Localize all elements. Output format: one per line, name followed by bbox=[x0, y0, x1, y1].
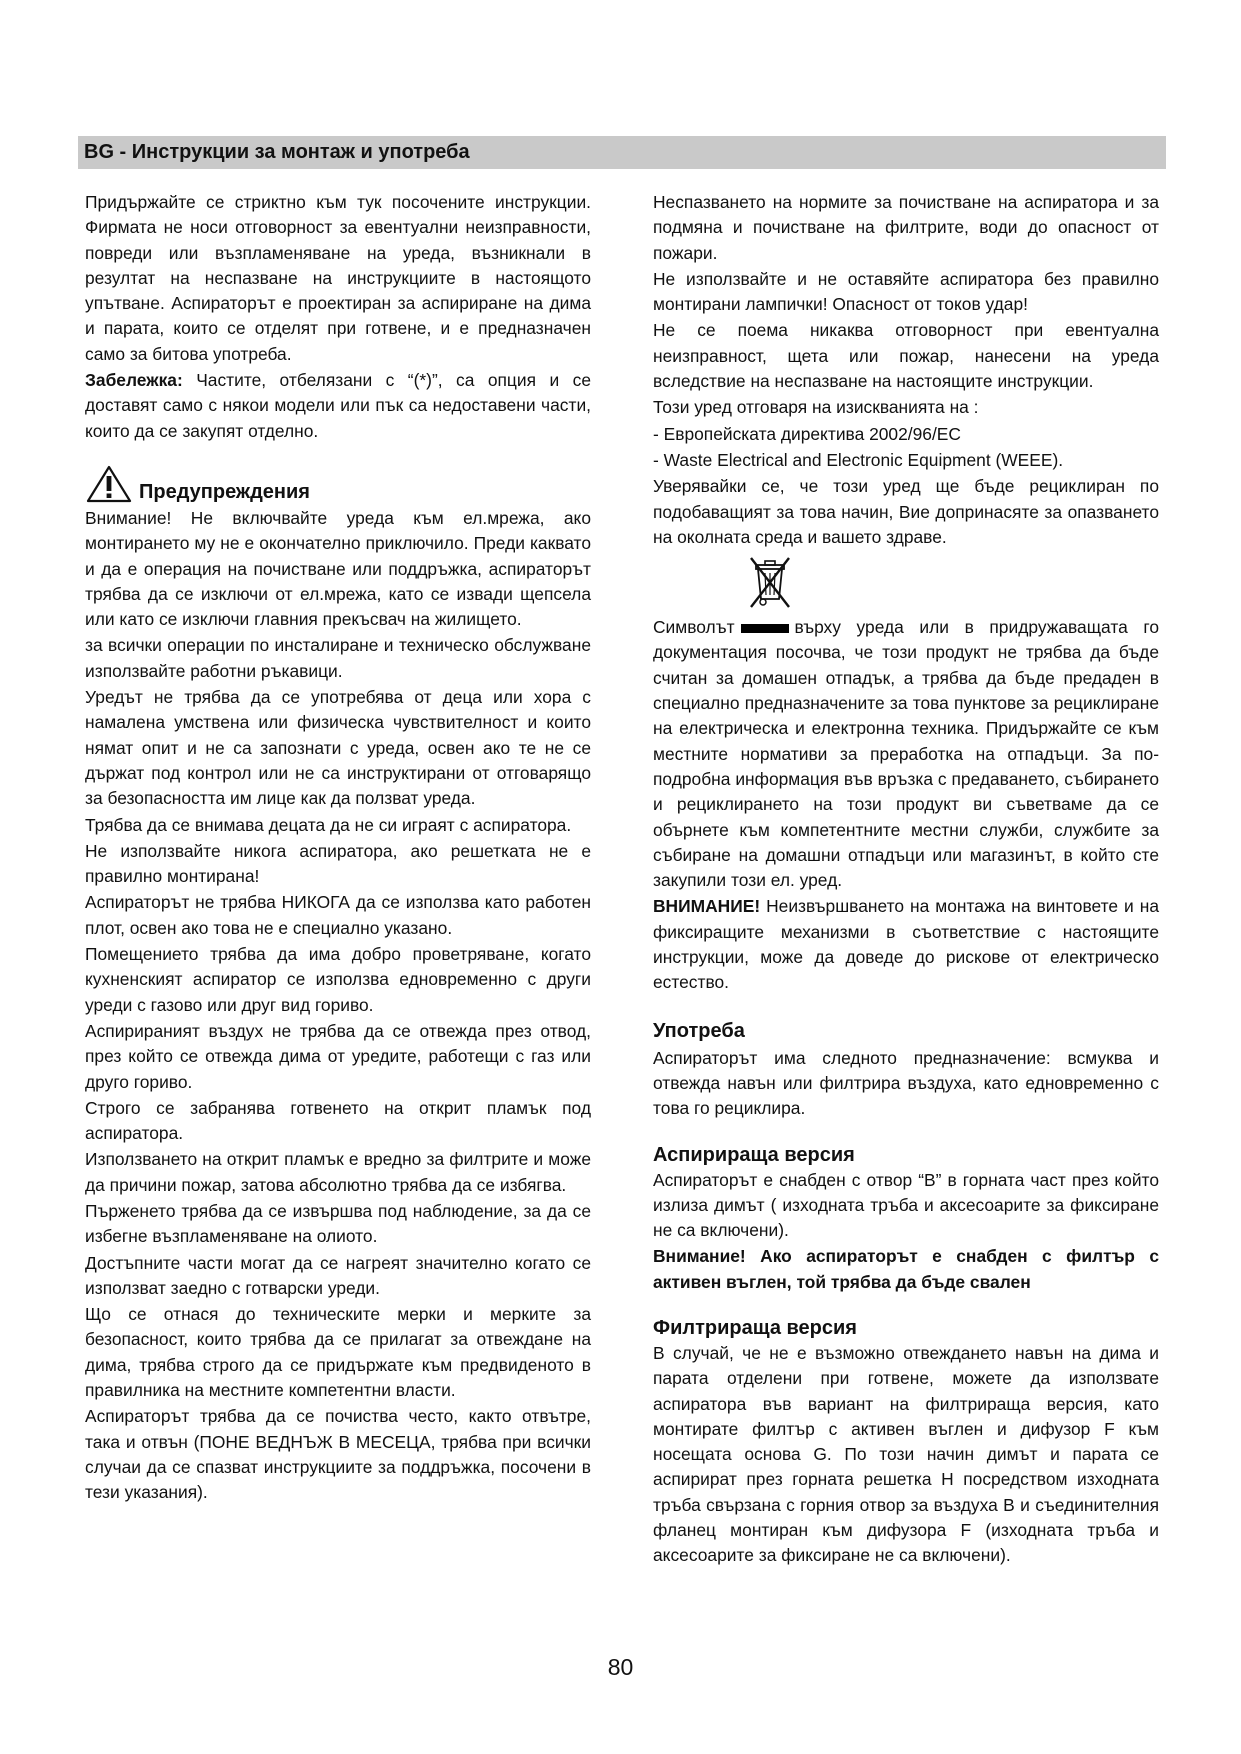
page-number: 80 bbox=[607, 1654, 634, 1680]
warnings-heading bbox=[85, 464, 591, 504]
warning-item: Не използвайте никога аспиратора, ако решетката не е правилно монтирана! bbox=[85, 840, 591, 887]
aspiration-text: Аспираторът е снабден с отвор “B” в горната част през който излиза димът ( изходната тръба и аксесоарите за фиксиране не са включени). bbox=[653, 1169, 1159, 1241]
warning-item: Пърженето трябва да се извършва под наблюдение, за да се избегне възпламеняване на олиото. bbox=[85, 1200, 591, 1247]
right-paragraph: Неспазването на нормите за почистване на аспиратора и за подмяна и почистване на филтрите, води до опасност от пожари. bbox=[653, 192, 1159, 263]
note-text: Частите, отбелязани с “(*)”, са опция и се доставят само с някои модели или пък са недоставени части, които да се закупят отделно. bbox=[85, 370, 591, 441]
attention-label: ВНИМАНИЕ! bbox=[653, 896, 761, 917]
warning-item: Аспираторът трябва да се почиства често, както отвътре, така и отвън (ПОНЕ ВЕДНЪЖ В МЕСЕЦА, трябва при всички случаи да се спазват инструкциите за поддръжка, посочени в тези указания). bbox=[85, 1406, 591, 1503]
filter-title: Филтрираща версия bbox=[653, 1316, 857, 1339]
aspiration-title: Аспирираща версия bbox=[653, 1143, 855, 1166]
right-column bbox=[653, 190, 1159, 1570]
warning-item: Внимание! Не включвайте уреда към ел.мрежа, ако монтирането му не е окончателно приключило. Преди каквато и да е операция на почистване или поддръжка, аспираторът трябва да се изключи от ел.мрежа, като се извади щепсела или като се изключи главния прекъсвач на жилището. bbox=[85, 507, 591, 630]
warning-item: Аспирираният въздух не трябва да се отвежда през отвод, през който се отвежда дима от уредите, работещи с газ или друго гориво. bbox=[85, 1020, 591, 1092]
warning-item: за всички операции по инсталиране и техническо обслужване използвайте работни ръкавици. bbox=[85, 635, 591, 681]
section-header: BG - Инструкции за монтаж и употреба bbox=[78, 136, 1166, 169]
attention-paragraph bbox=[653, 894, 1159, 995]
warning-triangle-icon bbox=[85, 464, 133, 504]
usage-text: Аспираторът има следното предназначение: всмуква и отвежда навън или филтрира въздуха, като едновременно с това го рециклира. bbox=[653, 1047, 1159, 1119]
right-paragraph: Не използвайте и не оставяйте аспиратора без правилно монтирани лампички! Опасност от токов удар! bbox=[653, 268, 1159, 315]
intro-paragraph: Придържайте се стриктно към тук посочените инструкции. Фирмата не носи отговорност за евентуални неизправности, повреди или възпламеняване на уреда, възникнали в резултат на неспазване на инструкциите в настоящото упътване. Аспираторът е проектиран за аспириране на дима и парата, които се отделят при готвене, и е предназначен само за битова употреба. bbox=[85, 192, 591, 364]
warning-item: Трябва да се внимава децата да не си играят с аспиратора. bbox=[85, 814, 572, 835]
warning-item: Помещението трябва да има добро проветряване, когато кухненският аспиратор се използва едновременно с други уреди с газово или друг вид гориво. bbox=[85, 944, 591, 1015]
symbol-after: върху уреда или в придружаващата го документация посочва, че този продукт не трябва да бъде считан за домашен отпадък, а трябва да бъде предаден в специално предназначените за това пунктове за рециклиране на електрическа и електронна техника. Придържайте се към местните нормативи за преработка на отпадъци. За по-подробна информация във връзка с предаването, събирането и рециклирането на този продукт ви съветваме да се обърнете към компетентните местни служби, службите за събиране на домашни отпадъци или магазинът, в който сте закупили този ел. уред. bbox=[653, 617, 1159, 891]
crossed-bin-icon bbox=[748, 555, 792, 611]
black-bar-icon bbox=[741, 624, 789, 633]
right-paragraph: - Waste Electrical and Electronic Equipment (WEEE). bbox=[653, 449, 1064, 470]
warning-item: Достъпните части могат да се нагреят значително когато се използват заедно с готварски уреди. bbox=[85, 1252, 591, 1298]
warning-item: Използването на открит пламък е вредно за филтрите и може да причини пожар, затова абсолютно трябва да се избягва. bbox=[85, 1149, 591, 1195]
symbol-before: Символът bbox=[653, 617, 735, 638]
left-column bbox=[85, 190, 591, 1507]
warnings-title: Предупреждения bbox=[139, 480, 310, 503]
note-paragraph bbox=[85, 368, 591, 444]
symbol-paragraph bbox=[653, 615, 1159, 893]
weee-symbol-area bbox=[653, 551, 1159, 615]
right-paragraph: Този уред отговаря на изискванията на : bbox=[653, 397, 979, 418]
attention-text: Неизвършването на монтажа на винтовете и на фиксиращите механизми в съответствие с настоящите инструкции, може да доведе до рискове от електрическо естество. bbox=[653, 896, 1159, 993]
right-paragraph: Не се поема никаква отговорност при евентуална неизправност, щета или пожар, нанесени на уреда вследствие на неспазване на настоящите инструкции. bbox=[653, 320, 1159, 392]
filter-text: В случай, че не е възможно отвеждането навън на дима и парата отделени при готвене, можете да използвате аспиратора във вариант на филтрираща версия, като монтирате филтър с активен въглен и дифузор F към носещата основа G. По този начин димът и парата се аспирират през горната решетка H посредством изходната тръба свързана с горния отвор за въздуха B и съединителния фланец монтиран към дифузора F (изходната тръба и аксесоарите за фиксиране не са включени). bbox=[653, 1342, 1159, 1566]
right-paragraph: - Европейската директива 2002/96/ЕС bbox=[653, 423, 961, 444]
aspiration-warning: Внимание! Ако аспираторът е снабден с филтър с активен въглен, той трябва да бъде свален bbox=[653, 1246, 1159, 1292]
warning-item: Строго се забранява готвенето на открит пламък под аспиратора. bbox=[85, 1097, 591, 1144]
warning-item: Уредът не трябва да се употребява от деца или хора с намалена умствена или физическа чувствителност и които нямат опит и не са запознати с уреда, освен ако те не се държат под контрол или не са инструктирани от отговарящо за безопасността им лице как да ползват уреда. bbox=[85, 687, 591, 809]
note-label: Забележка: bbox=[85, 370, 183, 391]
usage-title: Употреба bbox=[653, 1019, 745, 1042]
warning-item: Аспираторът не трябва НИКОГА да се използва като работен плот, освен ако това не е специално указано. bbox=[85, 892, 591, 938]
right-paragraph: Уверявайки се, че този уред ще бъде рециклиран по подобаващият за това начин, Вие допринасяте за опазването на околната среда и вашето здраве. bbox=[653, 476, 1159, 547]
warning-item: Що се отнася до техническите мерки и мерките за безопасност, които трябва да се прилагат за отвеждане на дима, трябва строго да се придържате към предвиденото в правилника на местните компетентни власти. bbox=[85, 1304, 591, 1401]
